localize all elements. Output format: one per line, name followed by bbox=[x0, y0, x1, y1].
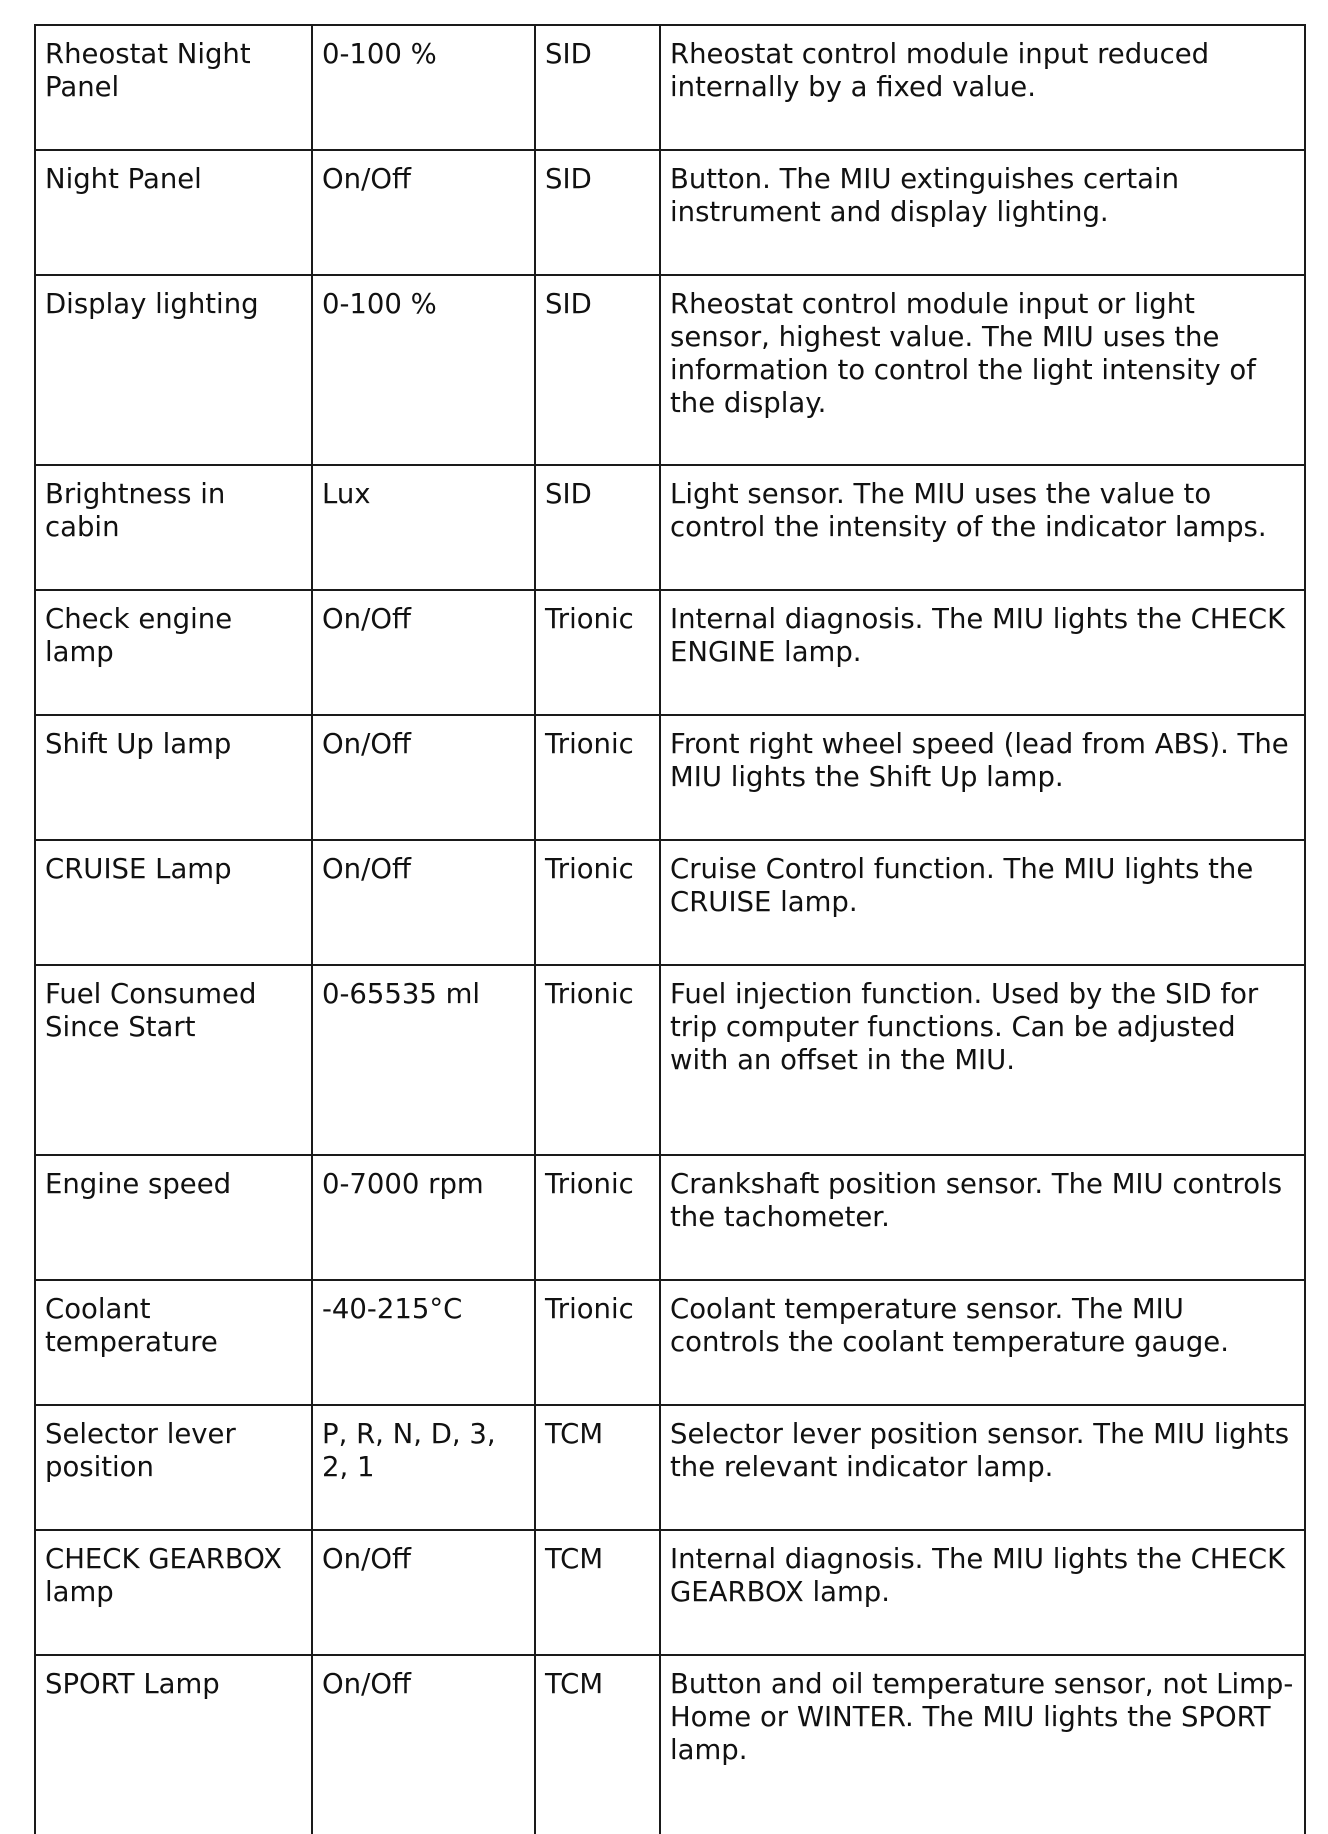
source-cell: TCM bbox=[535, 1655, 660, 1834]
range-cell: 0-65535 ml bbox=[312, 965, 535, 1155]
signal-cell: CRUISE Lamp bbox=[35, 840, 312, 965]
signal-cell: CHECK GEARBOX lamp bbox=[35, 1530, 312, 1655]
table-row bbox=[35, 465, 1305, 590]
signal-cell: Fuel Consumed Since Start bbox=[35, 965, 312, 1155]
table-row bbox=[35, 715, 1305, 840]
source-cell: Trionic bbox=[535, 1155, 660, 1280]
description-cell: Internal diagnosis. The MIU lights the CHECK ENGINE lamp. bbox=[660, 590, 1305, 715]
table-row bbox=[35, 275, 1305, 465]
table-row bbox=[35, 1280, 1305, 1405]
table-row bbox=[35, 965, 1305, 1155]
source-cell: Trionic bbox=[535, 1280, 660, 1405]
signal-cell: Display lighting bbox=[35, 275, 312, 465]
source-cell: Trionic bbox=[535, 840, 660, 965]
signal-cell: Engine speed bbox=[35, 1155, 312, 1280]
document-page bbox=[34, 24, 1304, 1834]
description-cell: Button. The MIU extinguishes certain instrument and display lighting. bbox=[660, 150, 1305, 275]
description-cell: Front right wheel speed (lead from ABS). The MIU lights the Shift Up lamp. bbox=[660, 715, 1305, 840]
table-row bbox=[35, 1655, 1305, 1834]
signal-cell: Night Panel bbox=[35, 150, 312, 275]
signal-cell: SPORT Lamp bbox=[35, 1655, 312, 1834]
source-cell: TCM bbox=[535, 1405, 660, 1530]
description-cell: Coolant temperature sensor. The MIU controls the coolant temperature gauge. bbox=[660, 1280, 1305, 1405]
source-cell: Trionic bbox=[535, 715, 660, 840]
range-cell: On/Off bbox=[312, 715, 535, 840]
range-cell: 0-100 % bbox=[312, 275, 535, 465]
range-cell: 0-100 % bbox=[312, 25, 535, 150]
table-row bbox=[35, 590, 1305, 715]
description-cell: Fuel injection function. Used by the SID for trip computer functions. Can be adjusted with an offset in the MIU. bbox=[660, 965, 1305, 1155]
source-cell: Trionic bbox=[535, 590, 660, 715]
description-cell: Rheostat control module input or light sensor, highest value. The MIU uses the information to control the light intensity of the display. bbox=[660, 275, 1305, 465]
table-row bbox=[35, 150, 1305, 275]
table-row bbox=[35, 840, 1305, 965]
range-cell: On/Off bbox=[312, 1530, 535, 1655]
table-row bbox=[35, 1155, 1305, 1280]
source-cell: SID bbox=[535, 150, 660, 275]
signal-cell: Selector lever position bbox=[35, 1405, 312, 1530]
table-row bbox=[35, 1530, 1305, 1655]
description-cell: Selector lever position sensor. The MIU lights the relevant indicator lamp. bbox=[660, 1405, 1305, 1530]
table-row bbox=[35, 25, 1305, 150]
range-cell: -40-215°C bbox=[312, 1280, 535, 1405]
description-cell: Internal diagnosis. The MIU lights the CHECK GEARBOX lamp. bbox=[660, 1530, 1305, 1655]
source-cell: TCM bbox=[535, 1530, 660, 1655]
signal-cell: Rheostat Night Panel bbox=[35, 25, 312, 150]
range-cell: On/Off bbox=[312, 840, 535, 965]
source-cell: Trionic bbox=[535, 965, 660, 1155]
signal-cell: Shift Up lamp bbox=[35, 715, 312, 840]
description-cell: Button and oil temperature sensor, not Limp-Home or WINTER. The MIU lights the SPORT lamp. bbox=[660, 1655, 1305, 1834]
range-cell: Lux bbox=[312, 465, 535, 590]
description-cell: Cruise Control function. The MIU lights the CRUISE lamp. bbox=[660, 840, 1305, 965]
source-cell: SID bbox=[535, 275, 660, 465]
signal-cell: Check engine lamp bbox=[35, 590, 312, 715]
description-cell: Rheostat control module input reduced internally by a fixed value. bbox=[660, 25, 1305, 150]
source-cell: SID bbox=[535, 25, 660, 150]
signal-cell: Brightness in cabin bbox=[35, 465, 312, 590]
range-cell: On/Off bbox=[312, 590, 535, 715]
description-cell: Crankshaft position sensor. The MIU controls the tachometer. bbox=[660, 1155, 1305, 1280]
signal-table bbox=[34, 24, 1306, 1834]
signal-cell: Coolant temperature bbox=[35, 1280, 312, 1405]
range-cell: 0-7000 rpm bbox=[312, 1155, 535, 1280]
range-cell: On/Off bbox=[312, 150, 535, 275]
table-row bbox=[35, 1405, 1305, 1530]
source-cell: SID bbox=[535, 465, 660, 590]
range-cell: P, R, N, D, 3, 2, 1 bbox=[312, 1405, 535, 1530]
description-cell: Light sensor. The MIU uses the value to control the intensity of the indicator lamps. bbox=[660, 465, 1305, 590]
range-cell: On/Off bbox=[312, 1655, 535, 1834]
